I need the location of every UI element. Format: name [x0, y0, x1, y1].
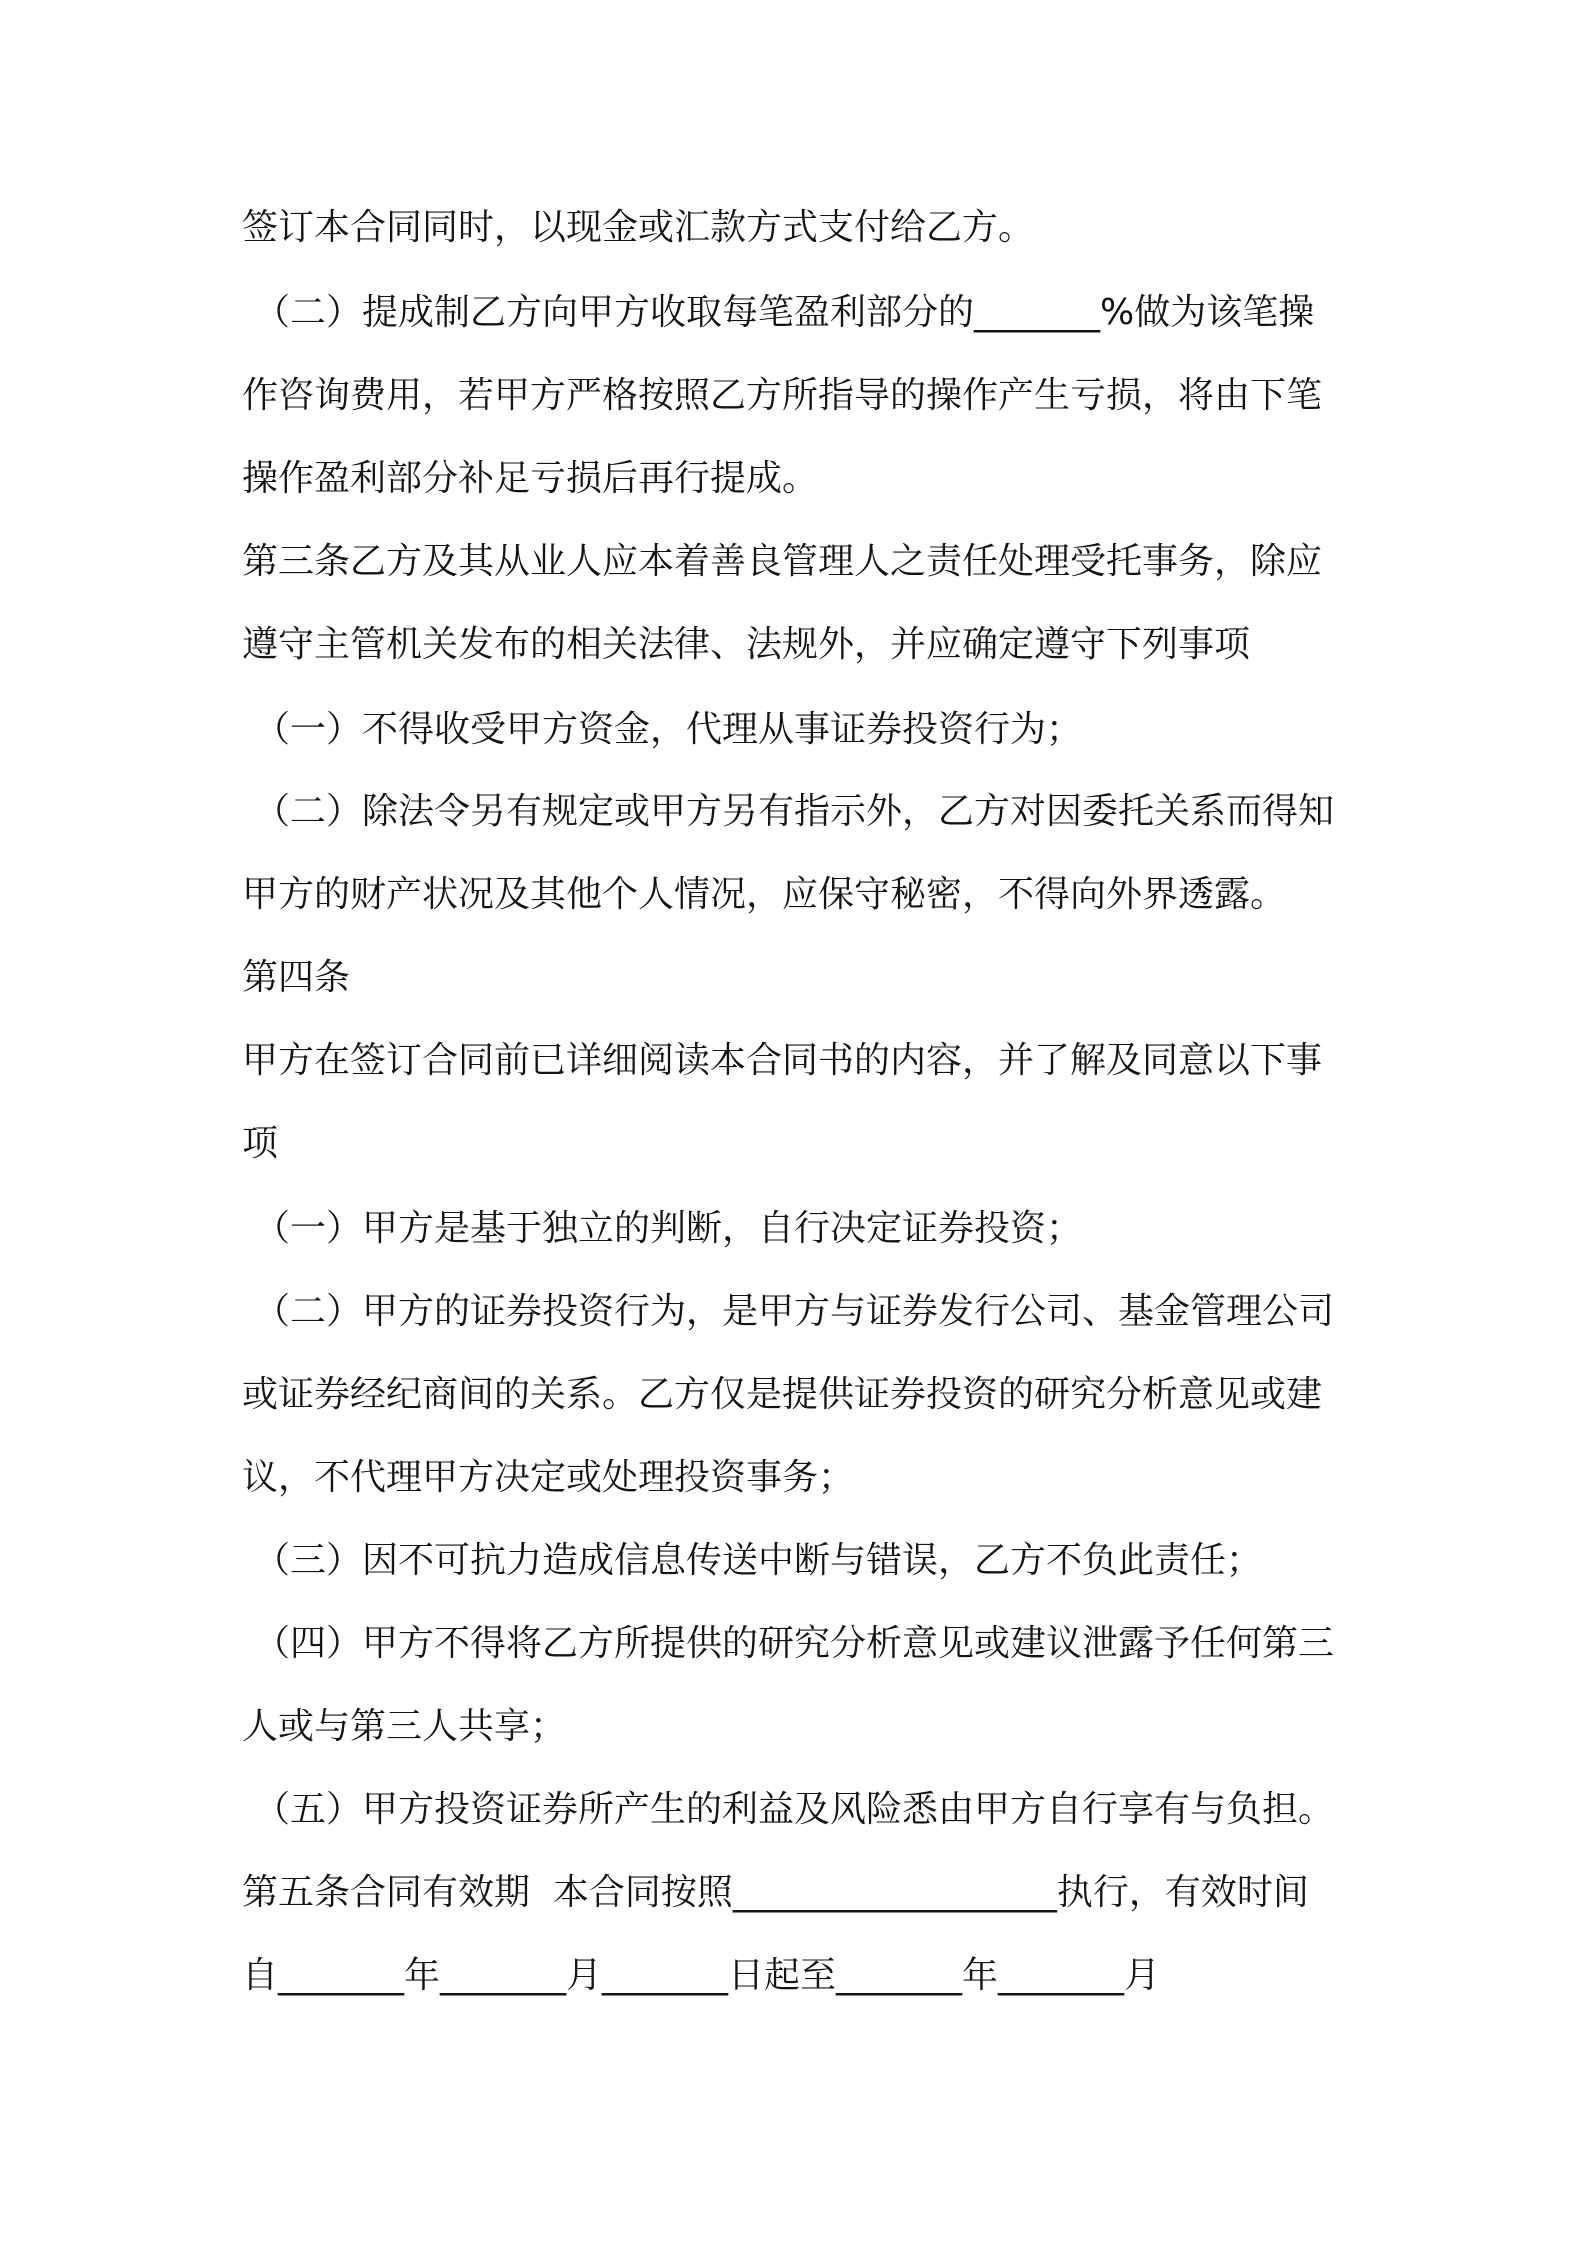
text-line: 自_______年_______月_______日起至_______年_______月 — [242, 1955, 1161, 1996]
text-line: （二）提成制乙方向甲方收取每笔盈利部分的_______%做为该笔操 — [254, 292, 1315, 333]
text-line: （二）除法令另有规定或甲方另有指示外，乙方对因委托关系而得知 — [254, 791, 1335, 832]
text-line: 或证券经纪商间的关系。乙方仅是提供证券投资的研究分析意见或建 — [242, 1374, 1323, 1415]
text-line: 项 — [242, 1123, 279, 1164]
text-line: （三）因不可抗力造成信息传送中断与错误，乙方不负此责任； — [254, 1540, 1263, 1581]
text-line: 议，不代理甲方决定或处理投资事务； — [242, 1457, 855, 1498]
text-line: （五）甲方投资证券所产生的利益及风险悉由甲方自行享有与负担。 — [254, 1789, 1335, 1830]
text-line: （一）甲方是基于独立的判断，自行决定证券投资； — [254, 1208, 1083, 1249]
text-line: 甲方在签订合同前已详细阅读本合同书的内容，并了解及同意以下事 — [242, 1040, 1323, 1081]
text-line: 操作盈利部分补足亏损后再行提成。 — [242, 458, 819, 499]
text-line: （四）甲方不得将乙方所提供的研究分析意见或建议泄露予任何第三 — [254, 1623, 1335, 1664]
text-line: 第四条 — [242, 957, 351, 998]
text-line: 签订本合同同时，以现金或汇款方式支付给乙方。 — [242, 207, 1035, 248]
text-line: （一）不得收受甲方资金，代理从事证券投资行为； — [254, 709, 1083, 750]
text-line: （二）甲方的证券投资行为，是甲方与证券发行公司、基金管理公司 — [254, 1291, 1335, 1332]
text-line: 第五条合同有效期 本合同按照__________________执行，有效时间 — [242, 1872, 1309, 1913]
text-line: 人或与第三人共享； — [242, 1706, 567, 1747]
text-line: 甲方的财产状况及其他个人情况，应保守秘密，不得向外界透露。 — [242, 874, 1287, 915]
text-line: 第三条乙方及其从业人应本着善良管理人之责任处理受托事务，除应 — [242, 541, 1323, 582]
text-line: 作咨询费用，若甲方严格按照乙方所指导的操作产生亏损，将由下笔 — [242, 375, 1323, 416]
text-line: 遵守主管机关发布的相关法律、法规外，并应确定遵守下列事项 — [242, 624, 1251, 665]
